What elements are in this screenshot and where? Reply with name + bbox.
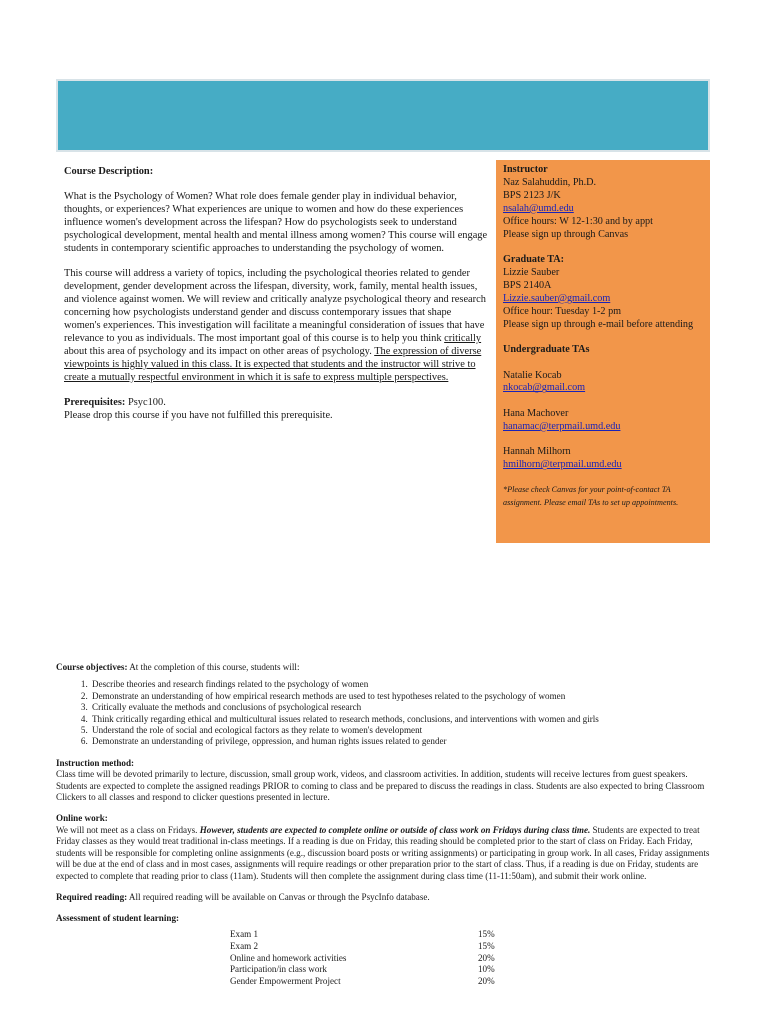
table-row [230,964,538,976]
assessment-heading: Assessment of student learning: [56,913,180,924]
instructor-heading: Instructor [503,164,548,175]
objectives-label: Course objectives: [56,662,128,672]
instructor-hours: Office hours: W 12-1:30 and by appt [503,215,653,227]
header-banner [56,79,710,152]
assessment-name: Exam 2 [230,940,259,951]
assessment-weight: 15% [478,928,495,939]
ta1-email-link[interactable]: nkocab@gmail.com [503,382,586,394]
prerequisites-label: Prerequisites: [64,397,126,409]
assessment-weight: 20% [478,952,495,963]
course-description [64,166,489,435]
grad-ta-name: Lizzie Sauber [503,266,560,278]
assessment-name: Participation/in class work [230,964,327,975]
instruction-text: Class time will be devoted primarily to lecture, discussion, small group work, videos, and classroom activities. In addition, students will receive lectures from guest speakers. Students are expected to complete the assigned readings PRIOR to coming to class and be prepared to discuss the readings in class. Students are also expected to bring Classroom Clickers to all classes and respond to clicker questions presented in lecture. [56,769,705,803]
prerequisites-note: Please drop this course if you have not fulfilled this prerequisite. [64,410,333,421]
instruction-heading: Instruction method: [56,757,135,768]
online-work-text [56,825,716,882]
assessment-name: Gender Empowerment Project [230,976,341,987]
required-reading-text: All required reading will be available on Canvas or through the PsycInfo database. [127,891,430,902]
description-paragraph-2 [64,268,489,384]
critically-word: critically [444,332,482,344]
grad-ta-signup: Please sign up through e-mail before attending [503,318,694,330]
online-emphasis: However, students are expected to complete online or outside of class work on Fridays during class time. [199,824,591,835]
objective-item: 2. Demonstrate an understanding of how empirical research methods are used to test hypotheses related to the psychology of women [90,691,716,702]
grad-ta-hours: Office hour: Tuesday 1-2 pm [503,305,622,317]
ta-assignment-note: *Please check Canvas for your point-of-contact TA assignment. Please email TAs to set up appointments. [503,485,679,507]
objective-item: 5. Understand the role of social and ecological factors as they relate to women's development [90,725,716,736]
table-row [230,976,538,988]
respect-statement: The expression of diverse viewpoints is highly valued in this class. It is expected that students and the instructor will strive to create a mutually respectful environment in which it is safe to express multiple perspectives. [64,345,482,383]
table-row [230,941,538,953]
grad-ta-email-link[interactable]: Lizzie.sauber@gmail.com [503,292,611,304]
objective-item: 4. Think critically regarding ethical and multicultural issues related to research methods, conclusions, and interventions with women and girls [90,714,716,725]
online-work-heading: Online work: [56,813,108,824]
assessment-weight: 20% [478,976,495,987]
table-row [230,952,538,964]
assessment-name: Exam 1 [230,928,259,939]
instructor-office: BPS 2123 J/K [503,189,561,201]
instructor-name: Naz Salahuddin, Ph.D. [503,176,597,188]
grad-ta-office: BPS 2140A [503,279,552,291]
ta3-name: Hannah Milhorn [503,446,571,458]
description-paragraph-1: What is the Psychology of Women? What role does female gender play in individual behavior, thoughts, or experiences? What experiences are unique to women and how do these experiences influence women's development across the lifespan? How do psychologists seek to understand psychological development, mental health and mental illness among women? This course will engage students in contemporary scientific approaches to understanding the psychology of women. [64,191,488,255]
assessment-weight: 10% [478,964,495,975]
online-text-b: Students are expected to treat Friday classes as they would treat traditional in-class meetings. If a reading is due on Friday, this reading should be completed prior to the start of class on Friday. Each Friday, students will be responsible for completing online assignments (e.g., discussion board posts or writing assignments) or participating in group work. In all cases, Friday assignments will be due at the end of class and in most cases, assignments will require readings or other preparation prior to the start of class. Thus, if a reading is due on Friday, students are expected to complete that reading prior to class (11am). Students will then complete the assignment during class time (11-11:50am), and submit their work online. [56,824,710,881]
objective-item: 3. Critically evaluate the methods and conclusions of psychological research [90,702,716,713]
grad-ta-heading: Graduate TA: [503,254,565,266]
online-text-a: We will not meet as a class on Fridays. [56,824,200,835]
ta2-email-link[interactable]: hanamac@terpmail.umd.edu [503,420,621,432]
para2-text-b: about this area of psychology and its impact on other areas of psychology. [64,345,375,357]
ta2-name: Hana Machover [503,407,569,419]
instructor-email-link[interactable]: nsalah@umd.edu [503,202,574,214]
objectives-intro: At the completion of this course, students will: [127,662,300,672]
objective-item: 6. Demonstrate an understanding of privilege, oppression, and human rights issues related to gender [90,736,716,747]
prerequisites-value: Psyc100. [125,397,166,409]
assessment-weight: 15% [478,940,495,951]
table-row [230,929,538,941]
syllabus-details [56,662,716,988]
undergrad-ta-heading: Undergraduate TAs [503,344,590,356]
objective-item: 1. Describe theories and research findings related to the psychology of women [90,679,716,690]
required-reading-label: Required reading: [56,891,128,902]
ta3-email-link[interactable]: hmilhorn@terpmail.umd.edu [503,459,622,471]
ta1-name: Natalie Kocab [503,369,562,381]
instructor-signup: Please sign up through Canvas [503,228,629,240]
contact-sidebar [496,160,710,543]
assessment-name: Online and homework activities [230,952,347,963]
description-heading: Course Description: [64,166,154,177]
objectives-list [56,679,716,747]
para2-text-a: This course will address a variety of topics, including the psychological theories related to gender development, gender development across the lifespan, diversity, work, family, mental health issues, and violence against women. We will review and critically analyze psychological theory and research concerning how psychologists understand gender and discuss contemporary issues that shape women's experiences. This investigation will facilitate a meaningful consideration of issues that have relevance to you as individuals. The most important goal of this course is to help you think [64,268,486,344]
assessment-table [230,929,538,988]
